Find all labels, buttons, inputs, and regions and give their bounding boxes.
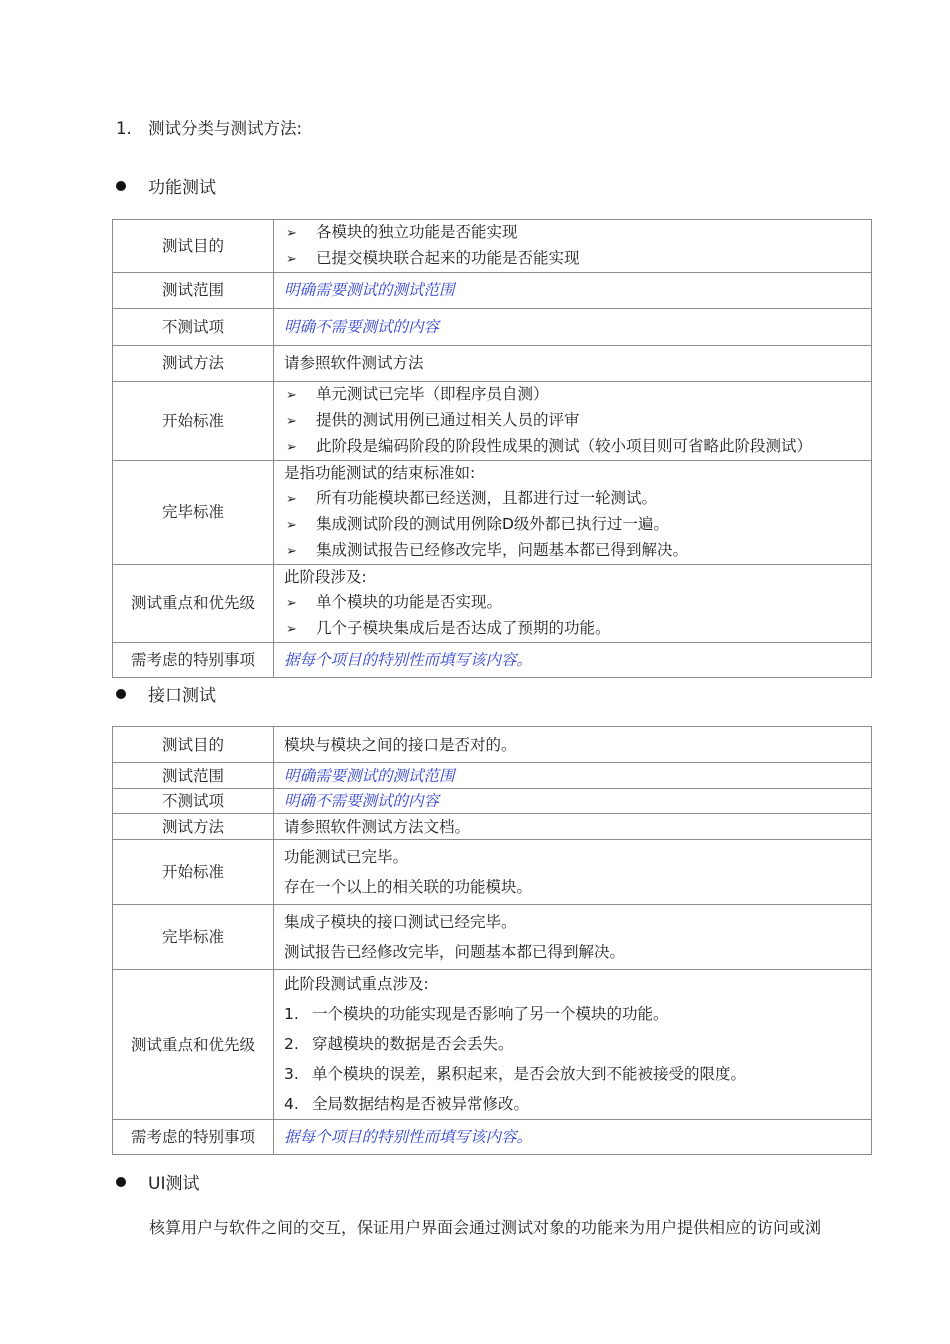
bullet-heading-interface — [116, 681, 216, 706]
list-item: ➢ 集成测试阶段的测试用例除D级外都已执行过一遍。 — [284, 512, 871, 538]
row-content: 请参照软件测试方法 — [274, 346, 872, 382]
section-title: 功能测试 — [148, 178, 216, 198]
row-label: 开始标准 — [113, 382, 274, 461]
list-item: ➢ 集成测试报告已经修改完毕，问题基本都已得到解决。 — [284, 538, 871, 564]
row-content — [274, 382, 872, 461]
arrow-bullet-icon: ➢ — [286, 544, 297, 559]
row-label: 不测试项 — [113, 309, 274, 346]
row-label: 完毕标准 — [113, 461, 274, 565]
table-row — [113, 273, 872, 309]
arrow-bullet-icon: ➢ — [286, 252, 297, 267]
table-row — [113, 1120, 872, 1155]
row-label: 开始标准 — [113, 840, 274, 905]
row-content — [274, 461, 872, 565]
list-item: 1. 一个模块的功能实现是否影响了另一个模块的功能。 — [284, 1005, 669, 1023]
arrow-bullet-icon: ➢ — [286, 440, 297, 455]
body-paragraph: 核算用户与软件之间的交互，保证用户界面会通过测试对象的功能来为用户提供相应的访问或浏 — [149, 1218, 822, 1237]
table-row — [113, 309, 872, 346]
list-item: ➢ 单个模块的功能是否实现。 — [284, 590, 871, 616]
row-intro: 是指功能测试的结束标准如: — [284, 464, 476, 482]
row-label: 测试范围 — [113, 273, 274, 309]
row-content — [274, 905, 872, 970]
bullet-icon — [116, 689, 126, 699]
row-label: 测试范围 — [113, 763, 274, 789]
arrow-bullet-icon: ➢ — [286, 492, 297, 507]
list-item: 3. 单个模块的误差，累积起来，是否会放大到不能被接受的限度。 — [284, 1065, 747, 1083]
row-label: 不测试项 — [113, 789, 274, 814]
row-intro: 此阶段测试重点涉及: — [284, 975, 429, 993]
heading-text: 测试分类与测试方法: — [148, 119, 303, 138]
table-row — [113, 220, 872, 273]
row-label: 测试目的 — [113, 220, 274, 273]
row-label: 需考虑的特别事项 — [113, 1120, 274, 1155]
heading-number: 1. — [116, 119, 132, 138]
arrow-bullet-icon: ➢ — [286, 414, 297, 429]
interface-test-table — [112, 726, 872, 1155]
table-row — [113, 346, 872, 382]
row-content-placeholder: 据每个项目的特别性而填写该内容。 — [274, 643, 872, 678]
row-content: 模块与模块之间的接口是否对的。 — [274, 727, 872, 763]
row-content — [274, 840, 872, 905]
row-label: 测试方法 — [113, 814, 274, 840]
arrow-bullet-icon: ➢ — [286, 226, 297, 241]
row-label: 需考虑的特别事项 — [113, 643, 274, 678]
row-content-placeholder: 明确需要测试的测试范围 — [274, 273, 872, 309]
bullet-heading-functional — [116, 173, 216, 198]
table-row — [113, 905, 872, 970]
table-row — [113, 643, 872, 678]
content-line: 测试报告已经修改完毕，问题基本都已得到解决。 — [284, 943, 626, 961]
bullet-icon — [116, 181, 126, 191]
table-row — [113, 727, 872, 763]
bullet-heading-ui — [116, 1169, 199, 1194]
list-item: ➢ 提供的测试用例已通过相关人员的评审 — [284, 408, 871, 434]
table-row — [113, 382, 872, 461]
row-content — [274, 565, 872, 643]
arrow-bullet-icon: ➢ — [286, 388, 297, 403]
table-row — [113, 840, 872, 905]
table-row — [113, 763, 872, 789]
row-content-placeholder: 明确需要测试的测试范围 — [274, 763, 872, 789]
list-item: ➢ 几个子模块集成后是否达成了预期的功能。 — [284, 616, 871, 642]
list-item: ➢ 各模块的独立功能是否能实现 — [284, 220, 871, 246]
row-label: 测试重点和优先级 — [113, 970, 274, 1120]
table-row — [113, 814, 872, 840]
table-row — [113, 565, 872, 643]
section-title: 接口测试 — [148, 686, 216, 706]
content-line: 集成子模块的接口测试已经完毕。 — [284, 913, 517, 931]
row-content — [274, 220, 872, 273]
arrow-bullet-icon: ➢ — [286, 518, 297, 533]
row-intro: 此阶段涉及: — [284, 568, 367, 586]
content-line: 功能测试已完毕。 — [284, 848, 409, 866]
list-item: 2. 穿越模块的数据是否会丢失。 — [284, 1035, 514, 1053]
list-item: ➢ 单元测试已完毕（即程序员自测） — [284, 382, 871, 408]
functional-test-table — [112, 219, 872, 678]
row-content-placeholder: 据每个项目的特别性而填写该内容。 — [274, 1120, 872, 1155]
row-label: 测试重点和优先级 — [113, 565, 274, 643]
list-item: 4. 全局数据结构是否被异常修改。 — [284, 1095, 530, 1113]
row-content — [274, 970, 872, 1120]
list-item: ➢ 已提交模块联合起来的功能是否能实现 — [284, 246, 871, 272]
bullet-icon — [116, 1177, 126, 1187]
arrow-bullet-icon: ➢ — [286, 596, 297, 611]
row-content-placeholder: 明确不需要测试的内容 — [274, 309, 872, 346]
row-label: 完毕标准 — [113, 905, 274, 970]
arrow-bullet-icon: ➢ — [286, 622, 297, 637]
table-row — [113, 970, 872, 1120]
section-heading — [116, 115, 302, 139]
row-label: 测试方法 — [113, 346, 274, 382]
content-line: 存在一个以上的相关联的功能模块。 — [284, 878, 533, 896]
list-item: ➢ 所有功能模块都已经送测，且都进行过一轮测试。 — [284, 486, 871, 512]
table-row — [113, 789, 872, 814]
section-title: UI测试 — [148, 1174, 200, 1194]
row-label: 测试目的 — [113, 727, 274, 763]
list-item: ➢ 此阶段是编码阶段的阶段性成果的测试（较小项目则可省略此阶段测试） — [284, 434, 871, 460]
row-content-placeholder: 明确不需要测试的内容 — [274, 789, 872, 814]
table-row — [113, 461, 872, 565]
row-content: 请参照软件测试方法文档。 — [274, 814, 872, 840]
